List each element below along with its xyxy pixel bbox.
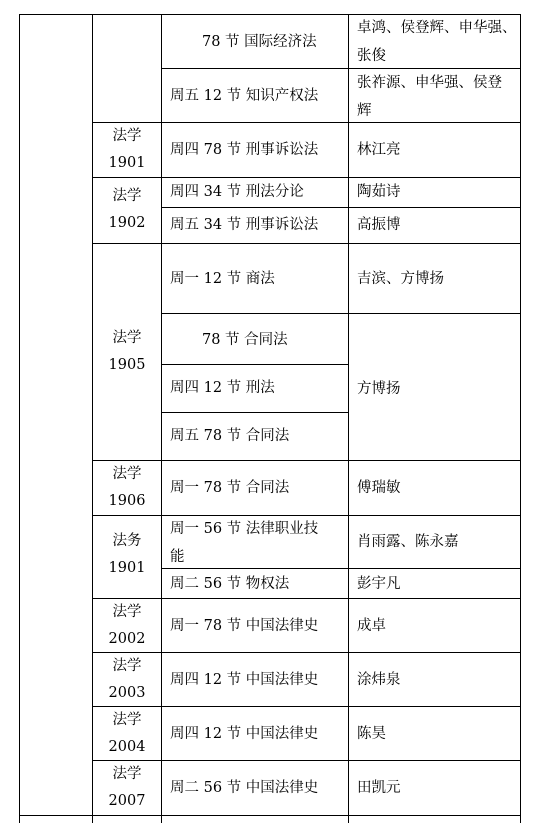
course-cell: 周四 34 节 刑法分论: [170, 184, 304, 200]
teacher-cell: 成卓: [357, 618, 386, 634]
row-divider: [92, 177, 521, 178]
course-cell: 周四 78 节 刑事诉讼法: [170, 142, 319, 158]
teacher-cell: 傅瑞敏: [357, 480, 401, 496]
row-divider: [92, 243, 521, 244]
course-cell: 周二 56 节 中国法律史: [170, 780, 319, 796]
teacher-cell: 卓鸿、侯登辉、申华强、 张俊: [357, 20, 517, 64]
class-cell: 法学 2004: [108, 712, 146, 755]
teacher-cell: 肖雨露、陈永嘉: [357, 534, 459, 550]
course-cell: 周二 56 节 物权法: [170, 576, 290, 592]
course-cell: 周一 78 节 中国法律史: [170, 618, 319, 634]
class-cell: 法学 2002: [108, 604, 146, 647]
teacher-cell: 高振博: [357, 217, 401, 233]
course-cell: 周五 12 节 知识产权法: [170, 88, 319, 104]
course-cell: 78 节 合同法: [202, 332, 288, 348]
course-cell: 78 节 国际经济法: [202, 34, 317, 50]
row-divider: [161, 207, 521, 208]
teacher-cell: 方博扬: [357, 381, 401, 397]
course-cell: 周四 12 节 中国法律史: [170, 672, 319, 688]
class-cell: 法学 1902: [108, 188, 146, 231]
teacher-cell: 张祚源、申华强、侯登 辉: [357, 75, 502, 119]
class-cell: 法学 2003: [108, 658, 146, 701]
row-divider: [161, 412, 348, 413]
teacher-cell: 田凯元: [357, 780, 401, 796]
table-border: [348, 14, 349, 823]
row-divider: [161, 364, 348, 365]
course-cell: 周一 78 节 合同法: [170, 480, 290, 496]
table-border: [520, 14, 521, 823]
course-cell: 周一 12 节 商法: [170, 271, 275, 287]
teacher-cell: 陈昊: [357, 726, 386, 742]
course-cell: 周五 34 节 刑事诉讼法: [170, 217, 319, 233]
table-border: [161, 14, 162, 823]
class-cell: 法学 1905: [108, 330, 146, 373]
teacher-cell: 林江亮: [357, 142, 401, 158]
teacher-cell: 涂炜泉: [357, 672, 401, 688]
class-cell: 法学 1901: [108, 128, 146, 171]
table-border: [19, 14, 20, 823]
teacher-cell: 陶茹诗: [357, 184, 401, 200]
class-cell: 法学 2007: [108, 766, 146, 809]
course-cell: 周四 12 节 中国法律史: [170, 726, 319, 742]
teacher-cell: 吉滨、方博扬: [357, 271, 444, 287]
table-border: [19, 815, 521, 816]
row-divider: [161, 313, 521, 314]
course-cell: 周四 12 节 刑法: [170, 380, 275, 396]
course-cell: 周一 56 节 法律职业技 能: [170, 521, 319, 565]
class-cell: 法学 1906: [108, 466, 146, 509]
course-cell: 周五 78 节 合同法: [170, 428, 290, 444]
teacher-cell: 彭宇凡: [357, 576, 401, 592]
class-cell: 法务 1901: [108, 533, 146, 576]
